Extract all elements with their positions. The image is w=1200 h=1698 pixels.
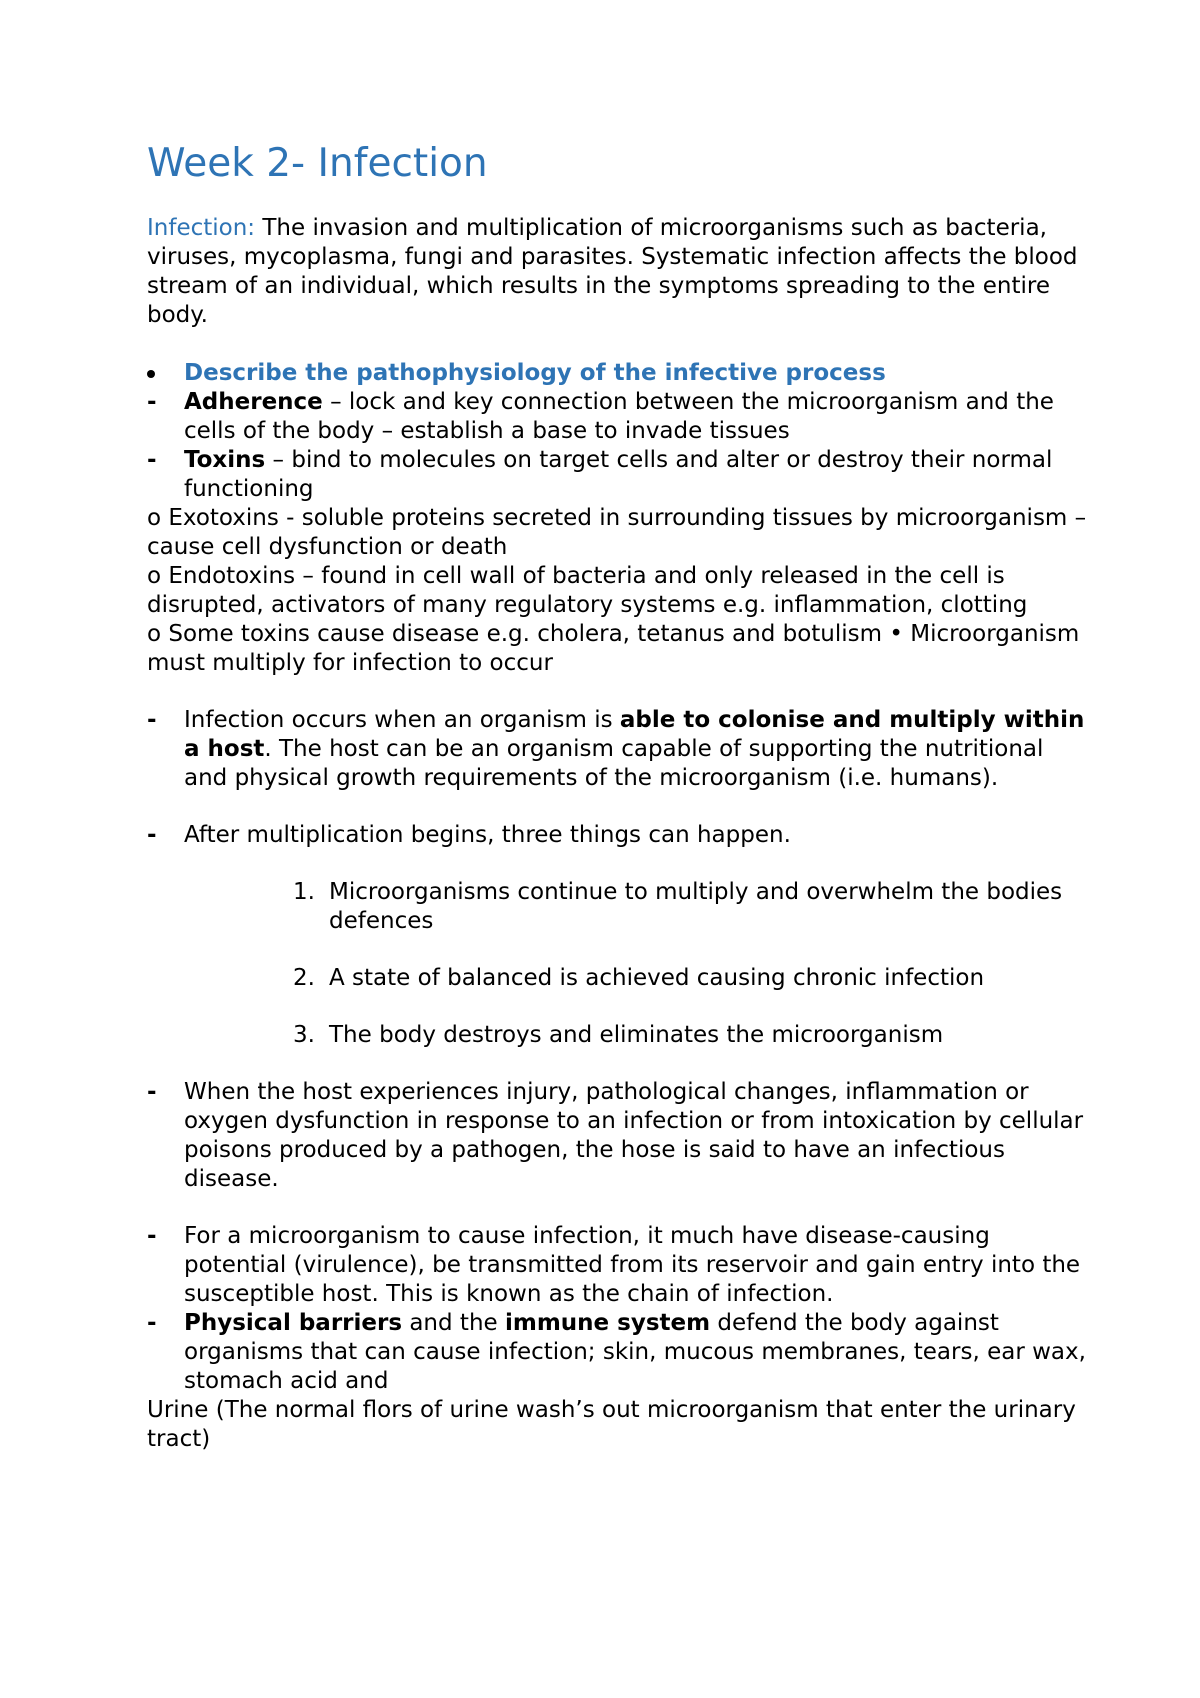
- list-item-after-multiplication: [147, 821, 1087, 850]
- heading-text: Describe the pathophysiology of the infective process: [184, 360, 886, 386]
- barriers-bold-1: Physical barriers: [184, 1310, 403, 1336]
- term-adherence: Adherence: [184, 389, 323, 415]
- list-item-toxins: [147, 446, 1087, 504]
- outcome-number: 1.: [293, 879, 315, 905]
- colonise-text-before: Infection occurs when an organism is: [184, 707, 620, 733]
- list-item-chain: [147, 1222, 1087, 1309]
- definition-label: Infection:: [147, 215, 256, 241]
- outcome-number: 3.: [293, 1022, 315, 1048]
- outcome-text: The body destroys and eliminates the microorganism: [329, 1022, 944, 1048]
- dash-marker: -: [147, 389, 157, 415]
- dash-marker: -: [147, 1310, 157, 1336]
- barriers-bold-2: immune system: [504, 1310, 711, 1336]
- list-item-barriers: [147, 1309, 1087, 1396]
- toxins-text: – bind to molecules on target cells and alter or destroy their normal functioning: [184, 447, 1053, 502]
- outcome-item-1: [147, 878, 1087, 936]
- spacer: [147, 936, 1087, 964]
- chain-text: For a microorganism to cause infection, it much have disease-causing potential (virulence), be transmitted from its reservoir and gain entry into the susceptible host. This is known as the chain of infection.: [184, 1223, 1081, 1307]
- outcome-item-2: [147, 964, 1087, 993]
- document-page: [147, 140, 1087, 1454]
- dash-marker: -: [147, 1079, 157, 1105]
- dash-marker: -: [147, 822, 157, 848]
- outcome-text: A state of balanced is achieved causing chronic infection: [329, 965, 985, 991]
- bullet-icon: [147, 370, 155, 378]
- dash-marker: -: [147, 707, 157, 733]
- colonise-bold: able to colonise and multiply within a host: [184, 707, 1085, 762]
- dash-marker: -: [147, 447, 157, 473]
- section-heading: [147, 359, 1087, 388]
- spacer: [147, 330, 1087, 359]
- outcome-number: 2.: [293, 965, 315, 991]
- outcome-text: Microorganisms continue to multiply and overwhelm the bodies defences: [329, 879, 1063, 934]
- term-toxins: Toxins: [184, 447, 266, 473]
- endotoxins-line: o Endotoxins – found in cell wall of bacteria and only released in the cell is disrupted, activators of many regulatory systems e.g. inflammation, clotting: [147, 563, 1028, 618]
- list-item-adherence: [147, 388, 1087, 446]
- disease-text: When the host experiences injury, pathological changes, inflammation or oxygen dysfunction in response to an infection or from intoxication by cellular poisons produced by a pathogen, the hose is said to have an infectious disease.: [184, 1079, 1084, 1192]
- exotoxins-line: o Exotoxins - soluble proteins secreted in surrounding tissues by microorganism – cause cell dysfunction or death: [147, 505, 1087, 560]
- spacer: [147, 993, 1087, 1021]
- list-item-colonise: [147, 706, 1087, 793]
- after-multiplication-text: After multiplication begins, three things can happen.: [184, 822, 791, 848]
- spacer: [147, 850, 1087, 878]
- spacer: [147, 793, 1087, 821]
- page-title: Week 2- Infection: [147, 141, 488, 186]
- list-item-disease: [147, 1078, 1087, 1194]
- outcome-item-3: [147, 1021, 1087, 1050]
- barriers-after: defend the body against organisms that can cause infection; skin, mucous membranes, tears, ear wax, stomach acid and: [184, 1310, 1086, 1394]
- some-toxins-line: o Some toxins cause disease e.g. cholera, tetanus and botulism • Microorganism must multiply for infection to occur: [147, 621, 1080, 676]
- dash-marker: -: [147, 1223, 157, 1249]
- urine-line: Urine (The normal flors of urine wash’s out microorganism that enter the urinary tract): [147, 1397, 1076, 1452]
- spacer: [147, 1194, 1087, 1222]
- spacer: [147, 1050, 1087, 1078]
- spacer: [147, 678, 1087, 706]
- infection-definition: [147, 214, 1087, 330]
- colonise-text-after: . The host can be an organism capable of supporting the nutritional and physical growth requirements of the microorganism (i.e. humans).: [184, 736, 1044, 791]
- barriers-mid: and the: [402, 1310, 505, 1336]
- adherence-text: – lock and key connection between the microorganism and the cells of the body – establish a base to invade tissues: [184, 389, 1054, 444]
- definition-text: The invasion and multiplication of microorganisms such as bacteria, viruses, mycoplasma, fungi and parasites. Systematic infection affects the blood stream of an individual, which results in the symptoms spreading to the entire body.: [147, 215, 1078, 328]
